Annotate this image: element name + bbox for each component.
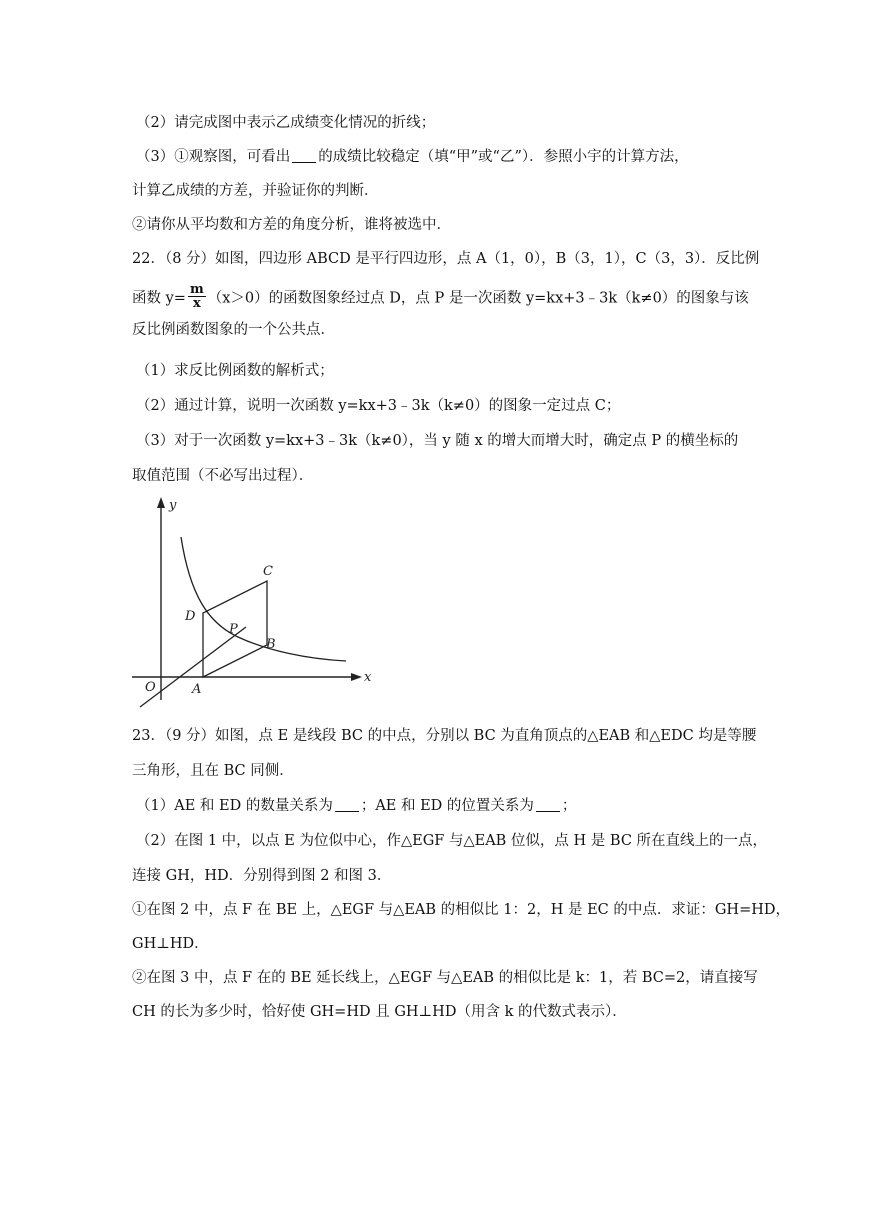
q23-line2: 三角形，且在 BC 同侧． [132,763,294,779]
q22-line1: 22．（8 分）如图，四边形 ABCD 是平行四边形，点 A（1，0），B（3，1），C（3，3）．反比例 [132,251,760,267]
q21-part3-text-b: 的成绩比较稳定（填“甲”或“乙”）．参照小宇的计算方法， [318,149,689,165]
y-axis-arrow [157,497,165,508]
q22-line2-text-b: （x＞0）的函数图象经过点 D，点 P 是一次函数 y=kx+3﹣3k（k≠0）的图象与该 [207,290,749,307]
q22-part1: （1）求反比例函数的解析式； [136,363,334,379]
answer-blank [536,797,560,812]
q21-part2: （2）请完成图中表示乙成绩变化情况的折线； [136,115,436,131]
q23-part1-text-b: ；AE 和 ED 的位置关系为 [360,798,534,814]
q23-part2-2-line2: CH 的长为多少时，恰好使 GH=HD 且 GH⊥HD（用含 k 的代数式表示）． [132,1004,627,1020]
q23-part1 [136,796,576,816]
q23-part2-1-line2: GH⊥HD． [132,936,209,952]
q22-line2-text-a: 函数 y= [132,290,186,307]
label-y: y [169,498,177,513]
q23-part2-line2: 连接 GH，HD．分别得到图 2 和图 3． [132,868,392,884]
label-c: C [263,564,273,579]
hyperbola-curve [181,537,346,661]
q23-part2-line1: （2）在图 1 中，以点 E 为位似中心，作△EGF 与△EAB 位似，点 H 是 BC 所在直线上的一点， [136,833,768,849]
label-a: A [192,682,202,697]
q23-part2-1-line1: ①在图 2 中，点 F 在 BE 上，△EGF 与△EAB 的相似比 1：2，H 是 EC 的中点．求证：GH=HD， [132,902,790,918]
q22-part3-line2: 取值范围（不必写出过程）． [132,468,314,484]
label-b: B [266,637,276,652]
q23-part2-2-line1: ②在图 3 中，点 F 在的 BE 延长线上，△EGF 与△EAB 的相似比是 k：1，若 BC=2，请直接写 [132,970,758,986]
q23-part1-text-c: ； [561,798,577,814]
fraction-denominator: x [192,296,201,311]
answer-blank [335,797,359,812]
q22-line2 [132,282,749,312]
q23-line1: 23．（9 分）如图，点 E 是线段 BC 的中点，分别以 BC 为直角顶点的△EAB 和△EDC 均是等腰 [132,728,757,744]
label-x: x [364,670,372,685]
q21-part3-line1 [136,147,689,167]
fraction-m-over-x [188,283,206,310]
q22-figure [128,495,378,715]
q22-part2: （2）通过计算，说明一次函数 y=kx+3﹣3k（k≠0）的图象一定过点 C； [136,398,621,414]
q23-part1-text-a: （1）AE 和 ED 的数量关系为 [136,798,333,814]
q21-part3-text-a: （3）①观察图，可看出 [136,149,291,165]
x-axis-arrow [351,673,362,681]
q22-part3-line1: （3）对于一次函数 y=kx+3﹣3k（k≠0），当 y 随 x 的增大而增大时，确定点 P 的横坐标的 [136,433,739,449]
label-p: P [229,622,238,637]
label-o: O [145,680,156,695]
answer-blank [292,148,316,163]
q22-line3: 反比例函数图象的一个公共点． [132,322,335,338]
label-d: D [185,609,196,624]
q21-part3-line3: ②请你从平均数和方差的角度分析，谁将被选中． [132,217,451,233]
fraction-numerator: m [189,282,204,297]
q21-part3-line2: 计算乙成绩的方差，并验证你的判断． [132,183,379,199]
